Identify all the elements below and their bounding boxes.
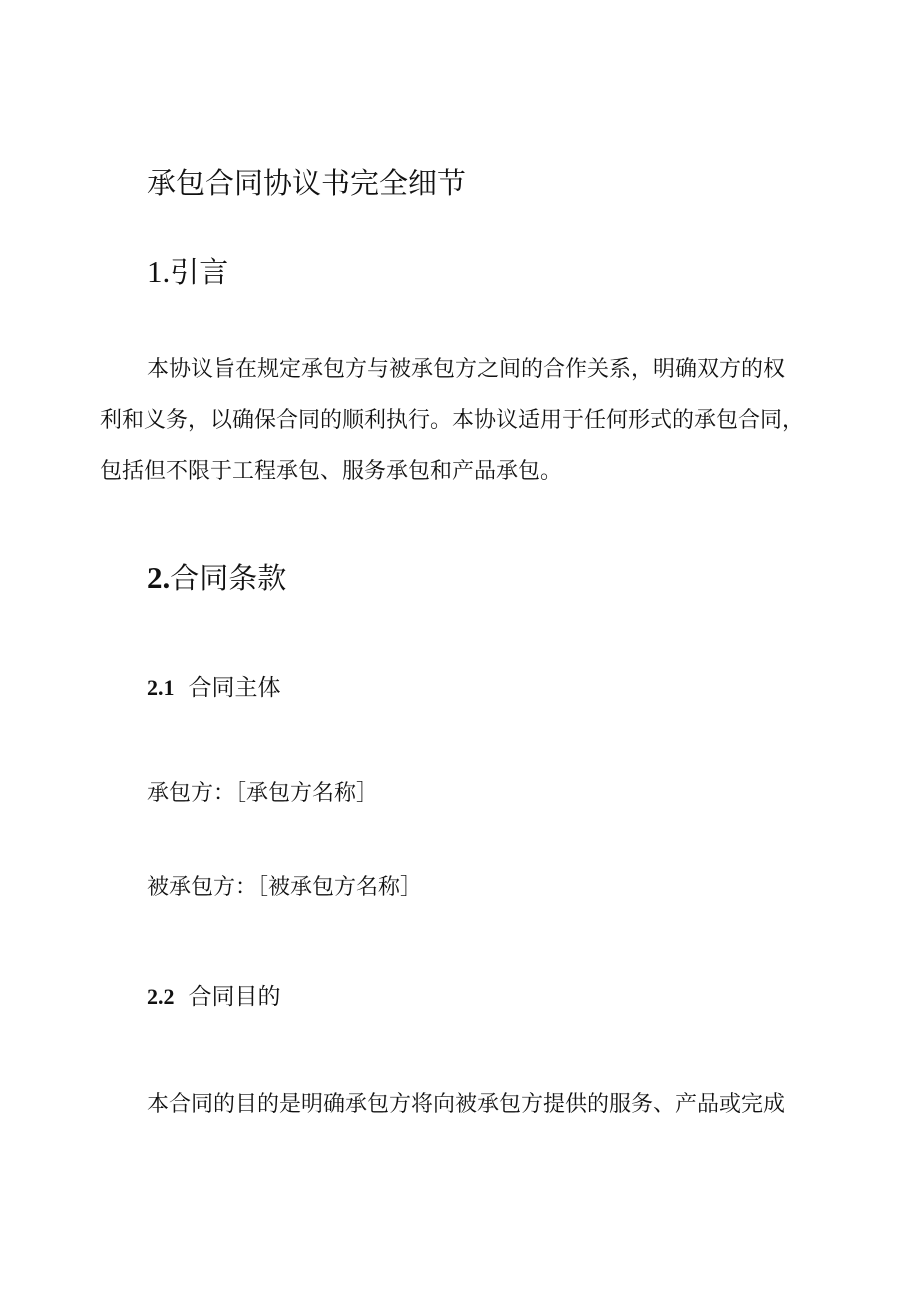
subsection-2-2-paragraph <box>147 1079 827 1130</box>
subsection-2-2-number: 2.2 <box>147 984 175 1009</box>
contractor-field <box>147 778 378 810</box>
subsection-2-1-number: 2.1 <box>147 675 175 700</box>
contractor-value: ［承包方名称］ <box>235 781 379 806</box>
section-1-paragraph <box>100 344 827 497</box>
contractee-value: ［被承包方名称］ <box>257 875 423 900</box>
contractee-field <box>147 872 422 904</box>
section-1-number: 1. <box>147 254 171 289</box>
paragraph-line: 利和义务，以确保合同的顺利执行。本协议适用于任何形式的承包合同， <box>100 408 805 433</box>
contractor-label: 承包方： <box>147 781 236 806</box>
section-2-title: 合同条款 <box>170 561 287 595</box>
document-title: 承包合同协议书完全细节 <box>147 166 467 200</box>
subsection-2-2-heading <box>147 981 281 1013</box>
subsection-2-1-title: 合同主体 <box>188 675 281 701</box>
section-1-heading <box>147 252 228 292</box>
section-1-title: 引言 <box>170 255 229 289</box>
subsection-2-2-title: 合同目的 <box>188 984 281 1010</box>
contractee-label: 被承包方： <box>147 875 258 900</box>
paragraph-line: 包括但不限于工程承包、服务承包和产品承包。 <box>100 459 563 484</box>
subsection-2-1-heading <box>147 672 281 704</box>
paragraph-line: 本合同的目的是明确承包方将向被承包方提供的服务、产品或完成 <box>147 1092 786 1117</box>
section-2-number: 2. <box>147 560 171 595</box>
paragraph-line: 本协议旨在规定承包方与被承包方之间的合作关系，明确双方的权 <box>147 357 786 382</box>
section-2-heading <box>147 558 286 598</box>
